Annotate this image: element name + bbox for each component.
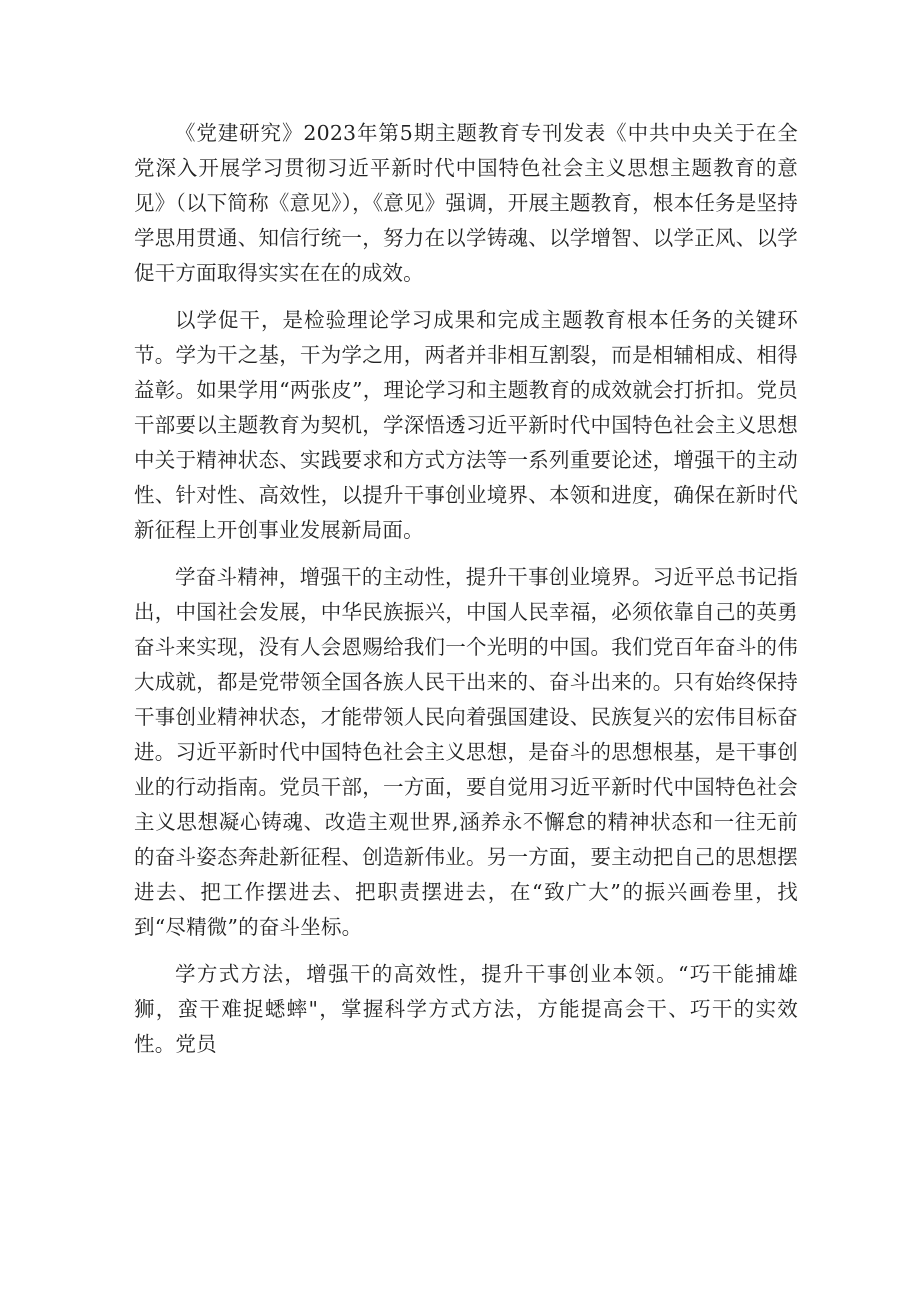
paragraph-methods: 学方式方法，增强干的高效性，提升干事创业本领。“巧干能捕雄狮，蛮干难捉蟋蟀"，掌握科学方式方法，方能提高会干、巧干的实效性。党员: [134, 962, 798, 1056]
paragraph-learning-to-act: 以学促干，是检验理论学习成果和完成主题教育根本任务的关键环节。学为干之基，干为学之用，两者并非相互割裂，而是相辅相成、相得益彰。如果学用“两张皮”，理论学习和主题教育的成效就会打折扣。党员干部要以主题教育为契机，学深悟透习近平新时代中国特色社会主义思想中关于精神状态、实践要求和方式方法等一系列重要论述，增强干的主动性、针对性、高效性，以提升干事创业境界、本领和进度，确保在新时代新征程上开创事业发展新局面。: [134, 308, 798, 542]
document-body: [134, 116, 798, 1074]
paragraph-intro: 《党建研究》2023年第5期主题教育专刊发表《中共中央关于在全党深入开展学习贯彻习近平新时代中国特色社会主义思想主题教育的意见》（以下简称《意见》），《意见》强调，开展主题教育，根本任务是坚持学思用贯通、知信行统一，努力在以学铸魂、以学增智、以学正风、以学促干方面取得实实在在的成效。: [134, 121, 798, 285]
paragraph-struggle-spirit: 学奋斗精神，增强干的主动性，提升干事创业境界。习近平总书记指出，中国社会发展，中华民族振兴，中国人民幸福，必须依靠自己的英勇奋斗来实现，没有人会恩赐给我们一个光明的中国。我们党百年奋斗的伟大成就，都是党带领全国各族人民干出来的、奋斗出来的。只有始终保持干事创业精神状态，才能带领人民向着强国建设、民族复兴的宏伟目标奋进。习近平新时代中国特色社会主义思想，是奋斗的思想根基，是干事创业的行动指南。党员干部，一方面，要自觉用习近平新时代中国特色社会主义思想凝心铸魂、改造主观世界,涵养永不懈怠的精神状态和一往无前的奋斗姿态奔赴新征程、创造新伟业。另一方面，要主动把自己的思想摆进去、把工作摆进去、把职责摆进去，在“致广大”的振兴画卷里，找到“尽精微”的奋斗坐标。: [134, 565, 798, 939]
